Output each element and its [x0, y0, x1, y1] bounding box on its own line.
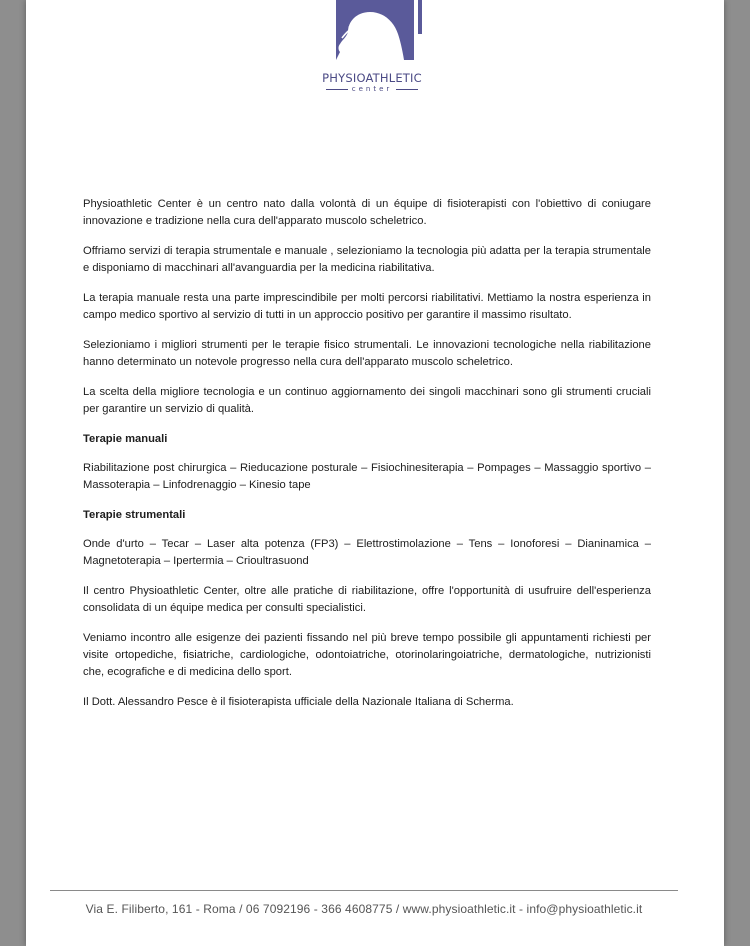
footer-contact: Via E. Filiberto, 161 - Roma / 06 7092196 - 366 4608775 / www.physioathletic.it - info@physioathletic.it [85, 902, 643, 916]
manual-therapies-list: Riabilitazione post chirurgica – Rieducazione posturale – Fisiochinesiterapia – Pompages – Massaggio sportivo – Massoterapia – Linfodrenaggio – Kinesio tape [83, 461, 651, 491]
paragraph: Il Dott. Alessandro Pesce è il fisioterapista ufficiale della Nazionale Italiana di Scherma. [83, 695, 514, 708]
logo-title: PHYSIOATHLETIC [322, 71, 422, 85]
paragraph: La scelta della migliore tecnologia e un continuo aggiornamento dei singoli macchinari sono gli strumenti cruciali per garantire un servizio di qualità. [83, 385, 651, 415]
paragraph: Veniamo incontro alle esigenze dei pazienti fissando nel più breve tempo possibile gli appuntamenti richiesti per visite ortopediche, fisiatriche, cardiologiche, odontoiatriche, otorinolaringoiatriche, dermatologiche, nutrizionisti che, ecografiche e di medicina dello sport. [83, 631, 651, 679]
logo [312, 0, 432, 100]
athlete-head-icon [312, 0, 432, 64]
section-heading-manual: Terapie manuali [83, 432, 168, 445]
logo-subtitle: center [312, 85, 432, 93]
footer-divider [50, 890, 678, 891]
instrumental-therapies-list: Onde d'urto – Tecar – Laser alta potenza (FP3) – Elettrostimolazione – Tens – Ionoforesi – Dianinamica – Magnetoterapia – Ipertermia – Crioultrasuond [83, 537, 651, 568]
paragraph: Il centro Physioathletic Center, oltre alle pratiche di riabilitazione, offre l'opportunità di usufruire dell'esperienza consolidata di un équipe medica per consulti specialistici. [83, 584, 651, 614]
paragraph: La terapia manuale resta una parte imprescindibile per molti percorsi riabilitativi. Mettiamo la nostra esperienza in campo medico sportivo al servizio di tutti in un approccio positivo per garantire il massimo risultato. [83, 291, 651, 322]
document-page [26, 0, 724, 946]
document-body [83, 196, 651, 723]
paragraph: Selezioniamo i migliori strumenti per le terapie fisico strumentali. Le innovazioni tecnologiche nella riabilitazione hanno determinato un notevole progresso nella cura dell'apparato muscolo scheletrico. [83, 338, 651, 368]
section-heading-instrumental: Terapie strumentali [83, 508, 186, 521]
paragraph: Offriamo servizi di terapia strumentale e manuale , selezioniamo la tecnologia più adatta per la terapia strumentale e disponiamo di macchinari all'avanguardia per la medicina riabilitativa. [83, 244, 651, 275]
paragraph: Physioathletic Center è un centro nato dalla volontà di un équipe di fisioterapisti con l'obiettivo di coniugare innovazione e tradizione nella cura dell'apparato muscolo scheletrico. [83, 198, 651, 228]
